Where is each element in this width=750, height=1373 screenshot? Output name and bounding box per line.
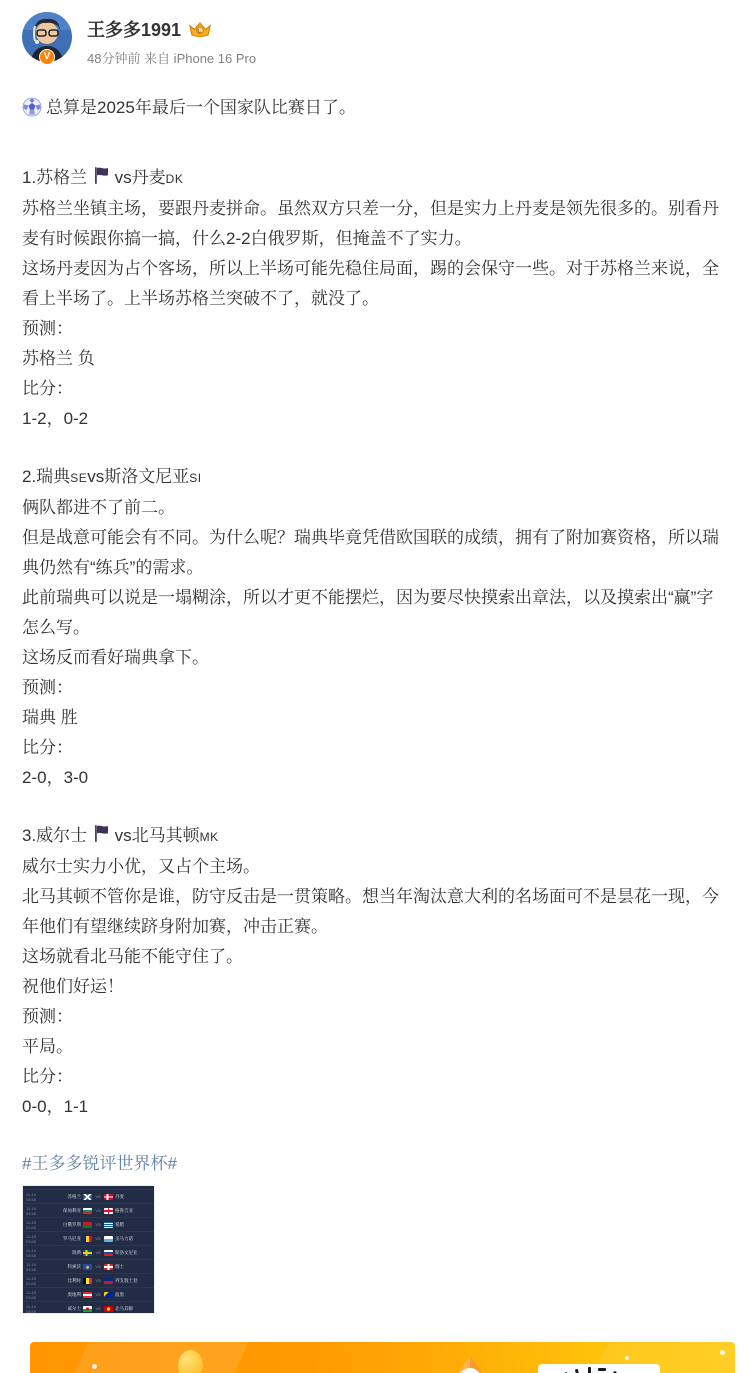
fixture-home-team: 奥地利: [67, 1291, 81, 1297]
away-flag-icon: [104, 1250, 113, 1256]
vs-label: VS: [95, 1306, 101, 1311]
fixture-away-team: 希腊: [115, 1221, 124, 1227]
match2-heading: 2.瑞典SEvs斯洛文尼亚SI: [22, 467, 202, 486]
away-flag-icon: [104, 1306, 113, 1312]
fixture-away-team: 北马其顿: [115, 1305, 133, 1311]
fixture-home-team: 科索沃: [67, 1263, 81, 1269]
fixture-row: [23, 1189, 154, 1203]
avatar[interactable]: [22, 12, 72, 62]
fixture-away-team: 波黑: [115, 1291, 124, 1297]
black-flag-icon: [93, 166, 109, 185]
vs-label: VS: [95, 1264, 101, 1269]
match1-score-label: 比分：: [22, 379, 73, 398]
away-flag-icon: [104, 1222, 113, 1228]
match3-analysis-1: 威尔士实力小优，又占个主场。: [22, 857, 260, 876]
vs-label: VS: [95, 1222, 101, 1227]
vs-label: VS: [95, 1208, 101, 1213]
match1-analysis-2: 这场丹麦因为占个客场，所以上半场可能先稳住局面，踢的会保守一些。对于苏格兰来说，全看上半场了。上半场苏格兰突破不了，就没了。: [22, 259, 719, 308]
home-flag-icon: [83, 1208, 92, 1214]
fixture-home-team: 保加利亚: [63, 1207, 81, 1213]
home-flag-icon: [83, 1278, 92, 1284]
fixture-time: 11-19 03:45: [26, 1289, 37, 1300]
fixture-home-team: 威尔士: [67, 1305, 81, 1311]
verified-v-icon: V: [39, 49, 55, 65]
hashtag-link[interactable]: #王多多锐评世界杯#: [22, 1154, 177, 1173]
sparkle-dot: [92, 1364, 97, 1369]
vs-label: VS: [95, 1278, 101, 1283]
home-flag-icon: [83, 1222, 92, 1228]
home-flag-icon: [83, 1194, 92, 1200]
match1-analysis-1: 苏格兰坐镇主场，要跟丹麦拼命。虽然双方只差一分，但是实力上丹麦是领先很多的。别看丹麦有时候跟你搞一搞，什么2-2白俄罗斯，但掩盖不了实力。: [22, 199, 719, 248]
match3-predict-label: 预测：: [22, 1007, 73, 1026]
username[interactable]: 王多多1991: [87, 20, 182, 40]
match2-score-label: 比分：: [22, 738, 73, 757]
sparkle-dot: [625, 1356, 629, 1360]
match3-prediction: 平局。: [22, 1037, 73, 1056]
away-flag-icon: [104, 1264, 113, 1270]
fixture-time: 11-19 03:45: [26, 1191, 37, 1202]
country-code: MK: [199, 830, 219, 844]
egg-decoration: [178, 1350, 203, 1373]
match2-predict-label: 预测：: [22, 678, 73, 697]
away-flag-icon: [104, 1278, 113, 1284]
fixture-row: [23, 1217, 154, 1231]
match3-analysis-3: 这场就看北马能不能守住了。: [22, 947, 243, 966]
fixture-time: 11-19 03:45: [26, 1261, 37, 1272]
home-flag-icon: [83, 1292, 92, 1298]
fixture-away-team: 格鲁吉亚: [115, 1207, 133, 1213]
fixture-home-team: 比利时: [67, 1277, 81, 1283]
fixture-row: [23, 1273, 154, 1287]
post-header: [0, 0, 750, 67]
fixture-row: [23, 1301, 154, 1314]
match2-analysis-2: 但是战意可能会有不同。为什么呢？瑞典毕竟凭借欧国联的成绩，拥有了附加赛资格，所以瑞典仍然有“练兵”的需求。: [22, 528, 719, 577]
match1-prediction: 苏格兰 负: [22, 349, 95, 368]
match2-analysis-4: 这场反而看好瑞典拿下。: [22, 648, 209, 667]
home-flag-icon: [83, 1236, 92, 1242]
fixture-time: 11-19 03:45: [26, 1205, 37, 1216]
fixture-time: 11-19 03:45: [26, 1275, 37, 1286]
away-flag-icon: [104, 1292, 113, 1298]
match2-analysis-1: 俩队都进不了前二。: [22, 498, 175, 517]
match3-score: 0-0，1-1: [22, 1097, 89, 1116]
fixture-row: [23, 1245, 154, 1259]
fixture-away-team: 圣马力诺: [115, 1235, 133, 1241]
promo-banner[interactable]: [30, 1342, 735, 1373]
match3-score-label: 比分：: [22, 1067, 73, 1086]
match2-prediction: 瑞典 胜: [22, 708, 78, 727]
match3-analysis-4: 祝他们好运！: [22, 977, 124, 996]
fixture-time: 11-19 03:45: [26, 1247, 37, 1258]
fixtures-thumbnail-image[interactable]: [22, 1185, 155, 1314]
match3-analysis-2: 北马其顿不管你是谁，防守反击是一贯策略。想当年淘汰意大利的名场面可不是昙花一现，今年他们有望继续跻身附加赛，冲击正赛。: [22, 887, 719, 936]
fixture-away-team: 丹麦: [115, 1193, 124, 1199]
banner-text-card: [538, 1364, 660, 1373]
fixture-away-team: 斯洛文尼亚: [115, 1249, 138, 1255]
away-flag-icon: [104, 1236, 113, 1242]
country-code: SE: [70, 471, 88, 485]
fixture-time: 11-19 03:45: [26, 1233, 37, 1244]
home-flag-icon: [83, 1264, 92, 1270]
vs-label: VS: [95, 1194, 101, 1199]
black-flag-icon: [93, 824, 109, 843]
match2-score: 2-0，3-0: [22, 768, 89, 787]
post-content: [0, 67, 750, 1179]
match1-heading: 1.苏格兰 vs丹麦DK: [22, 168, 184, 187]
banner-streak: [42, 1342, 258, 1373]
fixture-home-team: 白俄罗斯: [63, 1221, 81, 1227]
vs-label: VS: [95, 1236, 101, 1241]
rocket-icon: [438, 1352, 502, 1373]
soccer-ball-icon: [22, 97, 42, 117]
match2-analysis-3: 此前瑞典可以说是一塌糊涂，所以才更不能摆烂，因为要尽快摸索出章法，以及摸索出“赢”字怎么写。: [22, 588, 714, 637]
fixture-row: [23, 1231, 154, 1245]
fixture-home-team: 苏格兰: [67, 1193, 81, 1199]
fixture-home-team: 罗马尼亚: [63, 1235, 81, 1241]
fixture-row: [23, 1287, 154, 1301]
vs-label: VS: [95, 1250, 101, 1255]
country-code: SI: [189, 471, 202, 485]
home-flag-icon: [83, 1250, 92, 1256]
fixture-away-team: 瑞士: [115, 1263, 124, 1269]
vs-label: VS: [95, 1292, 101, 1297]
fixture-time: 11-19 03:45: [26, 1303, 37, 1314]
fixture-away-team: 列支敦士登: [115, 1277, 138, 1283]
match1-score: 1-2，0-2: [22, 409, 89, 428]
away-flag-icon: [104, 1208, 113, 1214]
match1-predict-label: 预测：: [22, 319, 73, 338]
fixture-row: [23, 1259, 154, 1273]
away-flag-icon: [104, 1194, 113, 1200]
fixture-time: 11-19 03:45: [26, 1219, 37, 1230]
sparkle-dot: [720, 1350, 725, 1355]
match3-heading: 3.威尔士 vs北马其顿MK: [22, 826, 219, 845]
vip-crown-icon: [188, 20, 212, 39]
fixture-row: [23, 1203, 154, 1217]
intro-line: 总算是2025年最后一个国家队比赛日了。: [22, 93, 722, 123]
post-timestamp-source: 48分钟前 来自 iPhone 16 Pro: [87, 51, 257, 66]
home-flag-icon: [83, 1306, 92, 1312]
fixture-home-team: 瑞典: [72, 1249, 81, 1255]
country-code: DK: [165, 172, 184, 186]
